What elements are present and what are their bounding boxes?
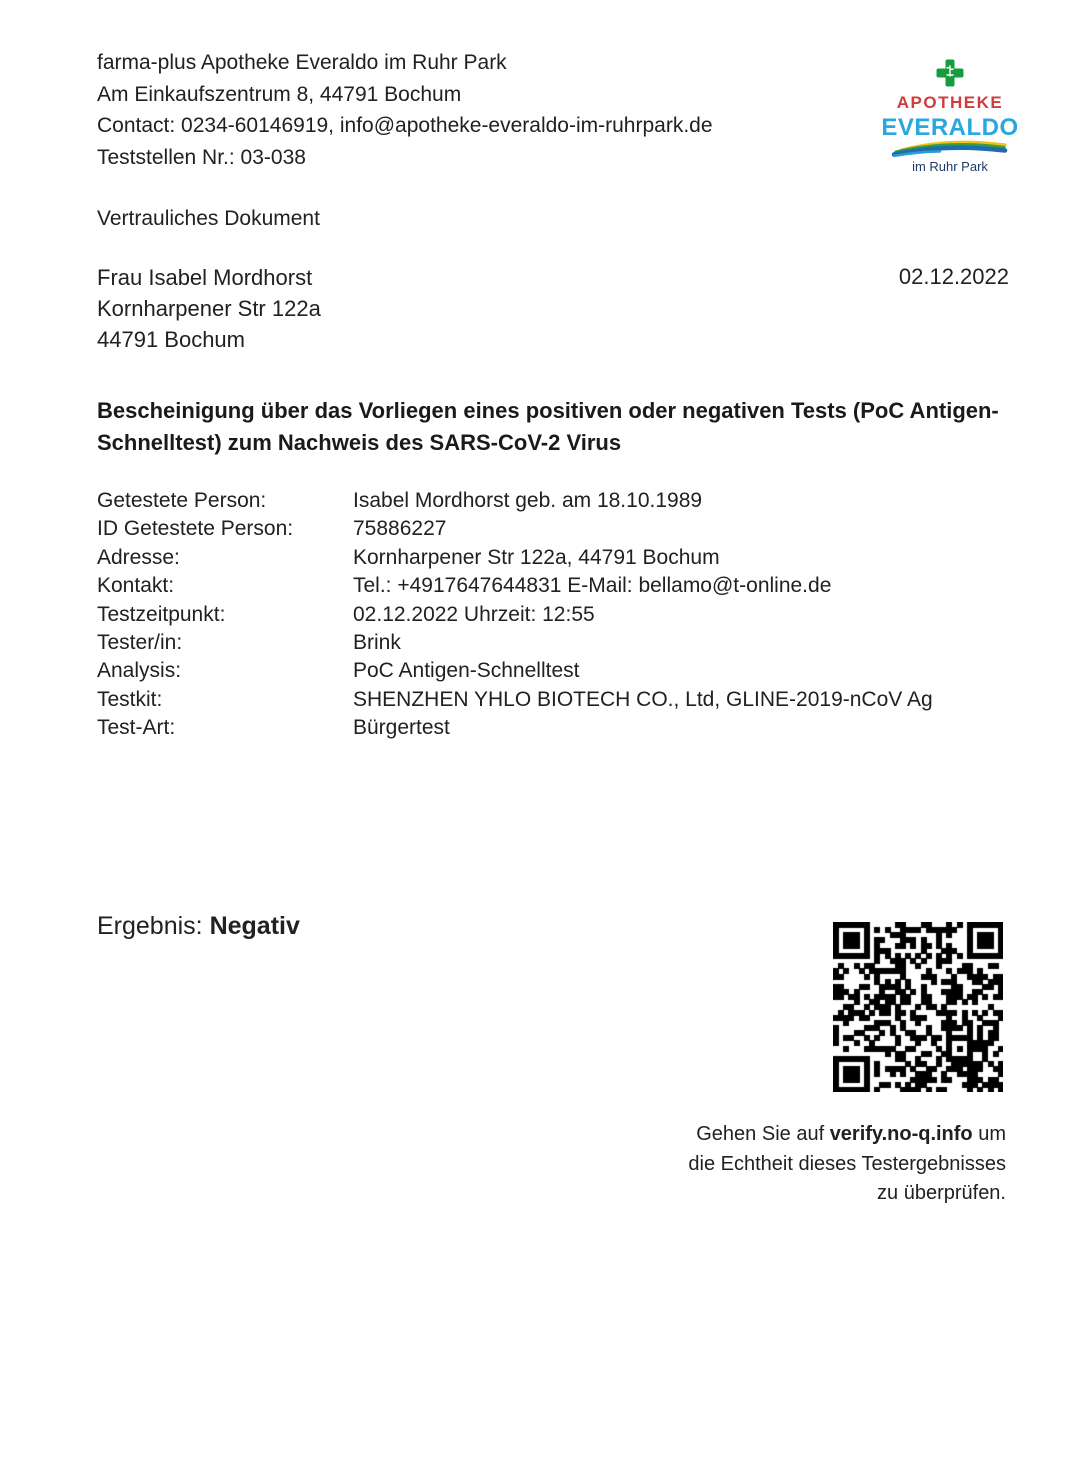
detail-value: Isabel Mordhorst geb. am 18.10.1989 [353,489,703,512]
detail-label: Tester/in: [97,631,183,655]
detail-value: 75886227 [353,517,447,541]
detail-value: PoC Antigen-Schnelltest [353,659,580,683]
pharmacy-contact: Contact: 0234-60146919, info@apotheke-everaldo-im-ruhrpark.de [97,114,713,137]
verification-qr-code-icon [833,922,1003,1092]
detail-value: Tel.: +4917647644831 E-Mail: bellamo@t-online.de [353,574,832,598]
detail-value: Brink [353,631,401,655]
recipient-city: 44791 Bochum [97,327,245,352]
pharmacy-logo [881,58,1019,174]
detail-label: Test-Art: [97,716,176,740]
test-station-number: Teststellen Nr.: 03-038 [97,145,306,169]
result-value: Negativ [209,912,300,940]
detail-label: Adresse: [97,545,180,569]
recipient-address-block [97,262,321,355]
detail-label: Testkit: [97,687,163,711]
certificate-title [97,395,999,459]
certificate-title-line1: Bescheinigung über das Vorliegen eines positiven oder negativen Tests (PoC Antigen- [97,398,999,423]
verify-line2: die Echtheit dieses Testergebnisses [688,1152,1006,1175]
recipient-street: Kornharpener Str 122a [97,296,321,321]
verify-line3: zu überprüfen. [877,1182,1006,1204]
detail-label: Getestete Person: [97,489,267,512]
logo-everaldo-text: EVERALDO [881,114,1019,141]
document-date: 02.12.2022 [898,264,1009,289]
test-details-table [97,487,933,743]
detail-value: 02.12.2022 Uhrzeit: 12:55 [353,602,595,626]
detail-label: Analysis: [97,659,182,683]
pharmacy-cross-icon [935,58,965,88]
logo-subtitle-text: im Ruhr Park [912,159,988,174]
detail-label: Testzeitpunkt: [97,602,226,626]
verify-instructions [666,1120,1006,1209]
result-line [97,912,300,941]
detail-label: Kontakt: [97,574,175,598]
qr-code-container [833,922,1003,1092]
detail-label: ID Getestete Person: [97,517,294,541]
logo-wave-icon [892,140,1008,158]
recipient-name: Frau Isabel Mordhorst [97,265,313,290]
pharmacy-header [97,47,713,173]
result-label: Ergebnis: [97,912,210,940]
logo-apotheke-text: APOTHEKE [896,93,1004,112]
detail-value: Bürgertest [353,716,450,740]
pharmacy-name: farma-plus Apotheke Everaldo im Ruhr Park [97,51,507,74]
pharmacy-address: Am Einkaufszentrum 8, 44791 Bochum [97,82,462,106]
confidential-label: Vertrauliches Dokument [97,207,320,230]
detail-value: Kornharpener Str 122a, 44791 Bochum [353,545,720,569]
verify-url: verify.no-q.info [829,1123,973,1145]
certificate-title-line2: Schnelltest) zum Nachweis des SARS-CoV-2 Virus [97,430,622,455]
verify-line1: Gehen Sie auf verify.no-q.info um [696,1123,1006,1145]
detail-value: SHENZHEN YHLO BIOTECH CO., Ltd, GLINE-2019-nCoV Ag [353,687,933,711]
